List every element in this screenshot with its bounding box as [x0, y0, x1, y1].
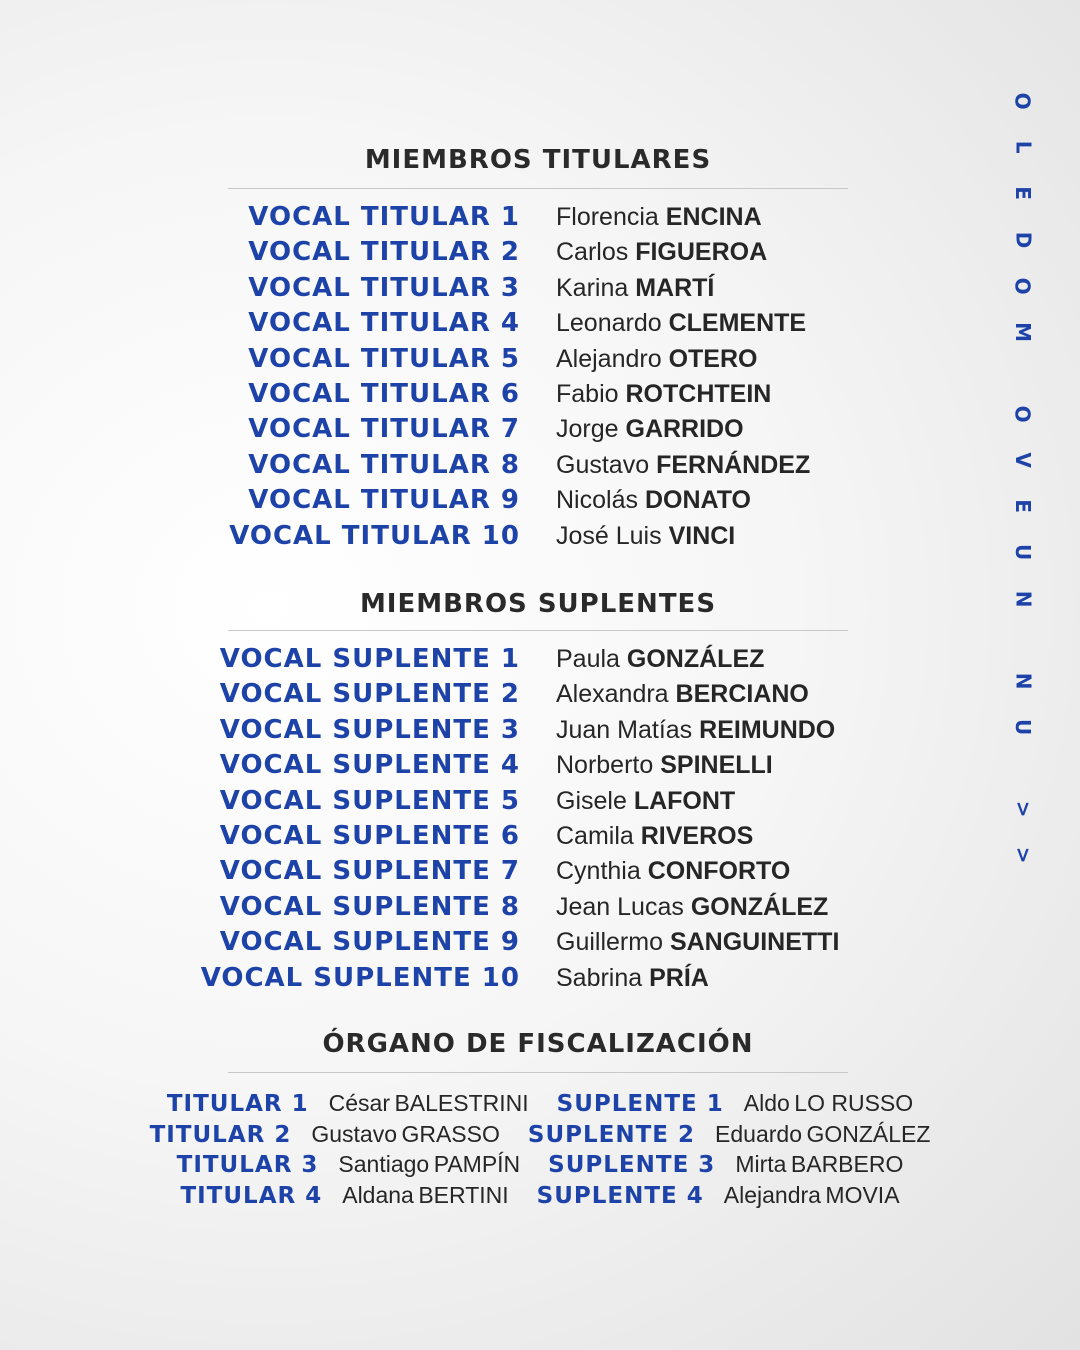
- titulares-list: [0, 200, 1080, 554]
- member-role: VOCAL SUPLENTE 4: [219, 750, 520, 781]
- fiscal-titular-first-name: César: [328, 1090, 390, 1116]
- fiscal-suplente-last-name: GONZÁLEZ: [806, 1120, 931, 1147]
- fiscal-titular-role: TITULAR 2: [149, 1121, 292, 1148]
- member-last-name: OTERO: [668, 344, 758, 373]
- member-role: VOCAL TITULAR 6: [248, 378, 520, 409]
- member-last-name: CONFORTO: [647, 857, 791, 886]
- divider-titulares: [228, 188, 848, 189]
- fiscal-suplente-last-name: BARBERO: [790, 1151, 904, 1177]
- member-row: [0, 377, 1080, 412]
- divider-suplentes: [228, 630, 848, 631]
- member-first-name: Norberto: [556, 751, 654, 780]
- member-first-name: Cynthia: [556, 857, 641, 886]
- fiscal-suplente-first-name: Eduardo: [715, 1120, 802, 1147]
- fiscal-suplente-last-name: LO RUSSO: [794, 1090, 914, 1116]
- member-last-name: PRÍA: [649, 963, 709, 992]
- member-row: [0, 642, 1080, 677]
- member-first-name: Paula: [556, 645, 620, 673]
- member-role: VOCAL TITULAR 10: [229, 520, 520, 551]
- member-role: VOCAL TITULAR 2: [248, 237, 520, 268]
- fiscal-titular-last-name: BALESTRINI: [394, 1090, 529, 1116]
- member-row: [0, 306, 1080, 341]
- member-row: [0, 784, 1080, 819]
- member-row: [0, 819, 1080, 854]
- slogan-letter: E: [1011, 186, 1036, 201]
- member-last-name: GONZÁLEZ: [626, 645, 765, 673]
- member-role: VOCAL SUPLENTE 1: [219, 644, 520, 674]
- slogan-letter: >: [1011, 800, 1036, 818]
- member-last-name: FIGUEROA: [635, 238, 768, 267]
- member-name: [556, 483, 751, 518]
- member-name: [556, 854, 790, 889]
- fiscal-suplente-first-name: Aldo: [743, 1090, 790, 1116]
- member-first-name: Leonardo: [556, 309, 662, 338]
- member-row: [0, 483, 1080, 518]
- member-role: VOCAL SUPLENTE 6: [219, 820, 520, 851]
- member-row: [0, 890, 1080, 925]
- fiscalizacion-row: [0, 1088, 1080, 1119]
- fiscalizacion-row: [0, 1149, 1080, 1180]
- divider-fiscalizacion: [228, 1072, 848, 1073]
- member-name: [556, 819, 753, 854]
- member-first-name: Alexandra: [556, 680, 669, 709]
- member-role: VOCAL SUPLENTE 8: [219, 891, 520, 922]
- fiscal-suplente-role: SUPLENTE 4: [536, 1182, 704, 1209]
- member-last-name: GARRIDO: [625, 415, 744, 444]
- member-name: [556, 961, 709, 996]
- member-first-name: Fabio: [556, 379, 619, 408]
- member-first-name: Alejandro: [556, 344, 662, 373]
- fiscal-titular-last-name: BERTINI: [418, 1181, 509, 1208]
- member-first-name: Florencia: [556, 203, 659, 231]
- member-first-name: José Luis: [556, 521, 662, 550]
- member-role: VOCAL TITULAR 4: [248, 308, 520, 339]
- member-last-name: VINCI: [668, 521, 736, 550]
- member-row: [0, 961, 1080, 996]
- member-first-name: Sabrina: [556, 963, 643, 992]
- member-role: VOCAL TITULAR 8: [248, 449, 520, 480]
- member-last-name: MARTÍ: [635, 273, 715, 302]
- member-last-name: BERCIANO: [675, 680, 809, 709]
- slogan-letter: D: [1011, 231, 1036, 248]
- fiscal-suplente-last-name: MOVIA: [825, 1181, 900, 1208]
- member-first-name: Carlos: [556, 238, 629, 267]
- fiscal-titular-first-name: Aldana: [342, 1181, 414, 1208]
- slogan-letter: O: [1011, 405, 1036, 423]
- fiscal-titular-last-name: PAMPÍN: [433, 1151, 521, 1177]
- member-last-name: SPINELLI: [660, 751, 773, 780]
- member-first-name: Karina: [556, 273, 629, 302]
- member-role: VOCAL TITULAR 7: [248, 414, 520, 445]
- member-first-name: Gustavo: [556, 450, 650, 479]
- member-row: [0, 854, 1080, 889]
- member-role: VOCAL SUPLENTE 10: [200, 962, 520, 993]
- member-name: [556, 448, 810, 483]
- member-name: [556, 713, 835, 748]
- member-role: VOCAL SUPLENTE 5: [219, 785, 520, 816]
- fiscal-suplente-role: SUPLENTE 1: [556, 1091, 724, 1117]
- member-first-name: Nicolás: [556, 486, 638, 515]
- member-row: [0, 412, 1080, 447]
- member-row: [0, 925, 1080, 960]
- slogan-letter: U: [1011, 544, 1036, 561]
- member-name: [556, 890, 828, 925]
- slogan-letter: L: [1011, 140, 1036, 154]
- member-last-name: SANGUINETTI: [669, 928, 840, 957]
- section-title-fiscalizacion: ÓRGANO DE FISCALIZACIÓN: [322, 1029, 754, 1059]
- member-row: [0, 235, 1080, 270]
- member-role: VOCAL SUPLENTE 2: [219, 679, 520, 710]
- member-row: [0, 342, 1080, 377]
- member-name: [556, 925, 839, 960]
- section-title-titulares: MIEMBROS TITULARES: [364, 145, 712, 175]
- fiscalizacion-row: [0, 1119, 1080, 1150]
- fiscal-titular-role: TITULAR 4: [180, 1182, 323, 1209]
- member-role: VOCAL SUPLENTE 9: [219, 927, 520, 958]
- member-role: VOCAL SUPLENTE 3: [219, 714, 520, 745]
- slogan-letter: M: [1011, 321, 1036, 342]
- member-first-name: Guillermo: [556, 928, 663, 957]
- fiscal-titular-first-name: Santiago: [338, 1151, 430, 1177]
- member-name: [556, 271, 714, 306]
- member-first-name: Jorge: [556, 415, 619, 444]
- section-title-suplentes: MIEMBROS SUPLENTES: [359, 589, 717, 619]
- member-role: VOCAL TITULAR 5: [248, 343, 520, 374]
- member-row: [0, 748, 1080, 783]
- member-first-name: Gisele: [556, 786, 627, 815]
- member-last-name: CLEMENTE: [668, 309, 807, 338]
- member-row: [0, 448, 1080, 483]
- member-last-name: FERNÁNDEZ: [656, 450, 811, 479]
- member-first-name: Juan Matías: [556, 715, 693, 744]
- slogan-letter: V: [1011, 452, 1036, 468]
- member-name: [556, 748, 773, 783]
- member-first-name: Camila: [556, 821, 634, 850]
- fiscalizacion-row: [0, 1180, 1080, 1211]
- slogan-letter: N: [1011, 590, 1036, 607]
- slogan-letter: >: [1011, 846, 1036, 864]
- member-row: [0, 677, 1080, 712]
- slogan-letter: U: [1011, 718, 1036, 735]
- member-name: [556, 235, 767, 270]
- fiscal-titular-last-name: GRASSO: [401, 1120, 500, 1147]
- member-last-name: REIMUNDO: [699, 715, 836, 744]
- member-name: [556, 200, 762, 235]
- member-last-name: DONATO: [644, 486, 751, 515]
- slogan-letter: O: [1011, 92, 1036, 110]
- member-role: VOCAL SUPLENTE 7: [219, 856, 520, 887]
- member-name: [556, 412, 744, 447]
- member-first-name: Jean Lucas: [556, 892, 684, 921]
- member-name: [556, 377, 771, 412]
- member-role: VOCAL TITULAR 1: [248, 202, 520, 232]
- member-last-name: ROTCHTEIN: [625, 379, 772, 408]
- fiscal-titular-role: TITULAR 1: [166, 1091, 309, 1117]
- member-last-name: LAFONT: [633, 786, 736, 815]
- member-name: [556, 642, 764, 677]
- member-last-name: ENCINA: [665, 203, 762, 231]
- member-row: [0, 519, 1080, 554]
- member-last-name: GONZÁLEZ: [690, 892, 829, 921]
- member-row: [0, 713, 1080, 748]
- member-row: [0, 271, 1080, 306]
- member-last-name: RIVEROS: [640, 821, 754, 850]
- fiscal-suplente-first-name: Alejandra: [723, 1181, 821, 1208]
- suplentes-list: [0, 642, 1080, 996]
- vertical-slogan: [1005, 78, 1036, 878]
- fiscal-suplente-role: SUPLENTE 2: [527, 1121, 696, 1148]
- member-name: [556, 784, 735, 819]
- slogan-letter: O: [1011, 277, 1036, 295]
- fiscalizacion-list: [0, 1088, 1080, 1210]
- member-name: [556, 342, 758, 377]
- member-row: [0, 200, 1080, 235]
- fiscal-titular-role: TITULAR 3: [176, 1152, 319, 1178]
- slogan-letter: E: [1011, 499, 1036, 514]
- slogan-letter: N: [1011, 672, 1036, 689]
- fiscal-titular-first-name: Gustavo: [311, 1120, 398, 1147]
- member-name: [556, 519, 735, 554]
- fiscal-suplente-first-name: Mirta: [735, 1151, 787, 1177]
- fiscal-suplente-role: SUPLENTE 3: [548, 1152, 716, 1178]
- member-name: [556, 306, 806, 341]
- member-name: [556, 677, 809, 712]
- member-role: VOCAL TITULAR 3: [248, 272, 520, 303]
- member-role: VOCAL TITULAR 9: [248, 485, 520, 516]
